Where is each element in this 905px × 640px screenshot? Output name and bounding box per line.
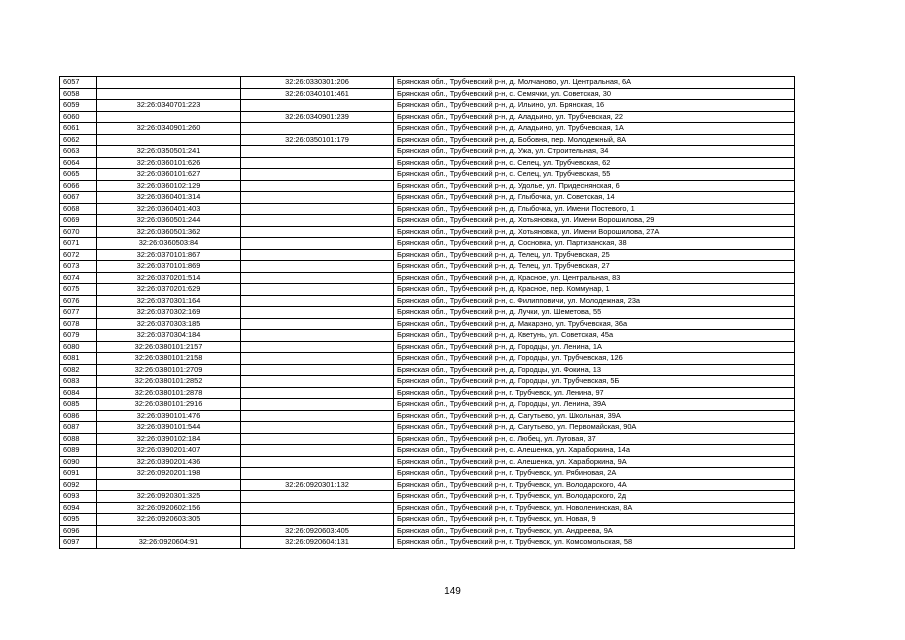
address-cell: Брянская обл., Трубчевский р-н, д. Телец, ул. Трубчевская, 27 [394, 261, 795, 273]
row-number-cell: 6071 [60, 238, 97, 250]
cadastral-number-cell: 32:26:0920602:156 [97, 502, 241, 514]
table-row [60, 88, 795, 100]
address-cell: Брянская обл., Трубчевский р-н, д. Телец, ул. Трубчевская, 25 [394, 249, 795, 261]
table-row [60, 215, 795, 227]
cadastral-number-alt-cell: 32:26:0340901:239 [241, 111, 394, 123]
address-cell: Брянская обл., Трубчевский р-н, д. Ильино, ул. Брянская, 16 [394, 100, 795, 112]
cadastral-number-alt-cell [241, 422, 394, 434]
cadastral-number-alt-cell [241, 203, 394, 215]
cadastral-number-cell: 32:26:0370201:514 [97, 272, 241, 284]
cadastral-number-cell [97, 88, 241, 100]
table-row [60, 330, 795, 342]
address-cell: Брянская обл., Трубчевский р-н, д. Аладьино, ул. Трубчевская, 22 [394, 111, 795, 123]
cadastral-number-alt-cell [241, 226, 394, 238]
cadastral-number-alt-cell [241, 468, 394, 480]
table-row [60, 100, 795, 112]
row-number-cell: 6085 [60, 399, 97, 411]
row-number-cell: 6083 [60, 376, 97, 388]
cadastral-number-cell: 32:26:0360501:362 [97, 226, 241, 238]
table-row [60, 123, 795, 135]
row-number-cell: 6069 [60, 215, 97, 227]
cadastral-number-alt-cell: 32:26:0330301:206 [241, 77, 394, 89]
cadastral-number-cell: 32:26:0390201:436 [97, 456, 241, 468]
table-row [60, 433, 795, 445]
address-cell: Брянская обл., Трубчевский р-н, д. Красное, ул. Центральная, 83 [394, 272, 795, 284]
table-row [60, 307, 795, 319]
row-number-cell: 6081 [60, 353, 97, 365]
row-number-cell: 6086 [60, 410, 97, 422]
table-row [60, 525, 795, 537]
cadastral-number-alt-cell [241, 215, 394, 227]
table-row [60, 468, 795, 480]
table-row [60, 192, 795, 204]
row-number-cell: 6084 [60, 387, 97, 399]
address-cell: Брянская обл., Трубчевский р-н, д. Ужа, ул. Строительная, 34 [394, 146, 795, 158]
row-number-cell: 6095 [60, 514, 97, 526]
row-number-cell: 6070 [60, 226, 97, 238]
row-number-cell: 6090 [60, 456, 97, 468]
table-row [60, 238, 795, 250]
cadastral-number-cell: 32:26:0370303:185 [97, 318, 241, 330]
cadastral-number-alt-cell [241, 284, 394, 296]
cadastral-number-cell: 32:26:0370101:867 [97, 249, 241, 261]
cadastral-number-alt-cell: 32:26:0920603:405 [241, 525, 394, 537]
row-number-cell: 6066 [60, 180, 97, 192]
row-number-cell: 6077 [60, 307, 97, 319]
table-row [60, 295, 795, 307]
row-number-cell: 6073 [60, 261, 97, 273]
cadastral-number-alt-cell: 32:26:0350101:179 [241, 134, 394, 146]
cadastral-number-alt-cell [241, 376, 394, 388]
address-cell: Брянская обл., Трубчевский р-н, д. Красное, пер. Коммунар, 1 [394, 284, 795, 296]
address-cell: Брянская обл., Трубчевский р-н, д. Удолье, ул. Придеснянская, 6 [394, 180, 795, 192]
cadastral-number-alt-cell [241, 387, 394, 399]
table-row [60, 353, 795, 365]
cadastral-number-cell: 32:26:0920604:91 [97, 537, 241, 549]
row-number-cell: 6076 [60, 295, 97, 307]
cadastral-number-cell: 32:26:0390101:476 [97, 410, 241, 422]
cadastral-number-cell: 32:26:0390201:407 [97, 445, 241, 457]
cadastral-number-alt-cell [241, 330, 394, 342]
cadastral-number-cell: 32:26:0340701:223 [97, 100, 241, 112]
row-number-cell: 6087 [60, 422, 97, 434]
cadastral-number-alt-cell [241, 272, 394, 284]
cadastral-number-cell: 32:26:0350501:241 [97, 146, 241, 158]
table-row [60, 249, 795, 261]
address-cell: Брянская обл., Трубчевский р-н, д. Городцы, ул. Трубчевская, 5Б [394, 376, 795, 388]
table-row [60, 399, 795, 411]
row-number-cell: 6082 [60, 364, 97, 376]
address-cell: Брянская обл., Трубчевский р-н, г. Трубчевск, ул. Володарского, 4А [394, 479, 795, 491]
cadastral-number-cell: 32:26:0360101:626 [97, 157, 241, 169]
row-number-cell: 6068 [60, 203, 97, 215]
address-cell: Брянская обл., Трубчевский р-н, г. Трубчевск, ул. Володарского, 2д [394, 491, 795, 503]
cadastral-number-cell: 32:26:0360503:84 [97, 238, 241, 250]
address-cell: Брянская обл., Трубчевский р-н, д. Кветунь, ул. Советская, 45а [394, 330, 795, 342]
row-number-cell: 6075 [60, 284, 97, 296]
cadastral-number-cell: 32:26:0360401:314 [97, 192, 241, 204]
row-number-cell: 6097 [60, 537, 97, 549]
address-cell: Брянская обл., Трубчевский р-н, д. Аладьино, ул. Трубчевская, 1А [394, 123, 795, 135]
cadastral-number-alt-cell [241, 180, 394, 192]
table-row [60, 491, 795, 503]
row-number-cell: 6079 [60, 330, 97, 342]
address-cell: Брянская обл., Трубчевский р-н, г. Трубчевск, ул. Ленина, 97 [394, 387, 795, 399]
address-cell: Брянская обл., Трубчевский р-н, г. Трубчевск, ул. Рябиновая, 2А [394, 468, 795, 480]
cadastral-number-alt-cell [241, 410, 394, 422]
cadastral-number-alt-cell [241, 261, 394, 273]
cadastral-number-alt-cell [241, 399, 394, 411]
cadastral-number-alt-cell [241, 295, 394, 307]
cadastral-number-alt-cell [241, 364, 394, 376]
cadastral-number-alt-cell [241, 502, 394, 514]
table-row [60, 422, 795, 434]
page-number: 149 [444, 586, 461, 597]
cadastral-number-alt-cell: 32:26:0340101:461 [241, 88, 394, 100]
address-cell: Брянская обл., Трубчевский р-н, д. Молчаново, ул. Центральная, 6А [394, 77, 795, 89]
row-number-cell: 6058 [60, 88, 97, 100]
cadastral-number-cell: 32:26:0380101:2709 [97, 364, 241, 376]
cadastral-number-cell: 32:26:0360501:244 [97, 215, 241, 227]
cadastral-number-alt-cell [241, 157, 394, 169]
address-cell: Брянская обл., Трубчевский р-н, с. Алешенка, ул. Хараборкина, 9А [394, 456, 795, 468]
address-cell: Брянская обл., Трубчевский р-н, д. Глыбочка, ул. Советская, 14 [394, 192, 795, 204]
cadastral-number-alt-cell [241, 445, 394, 457]
cadastral-number-cell: 32:26:0370201:629 [97, 284, 241, 296]
cadastral-number-cell: 32:26:0920301:325 [97, 491, 241, 503]
address-cell: Брянская обл., Трубчевский р-н, г. Трубчевск, ул. Новая, 9 [394, 514, 795, 526]
address-cell: Брянская обл., Трубчевский р-н, д. Макарэно, ул. Трубчевская, 36а [394, 318, 795, 330]
cadastral-number-alt-cell [241, 146, 394, 158]
cadastral-number-cell: 32:26:0380101:2878 [97, 387, 241, 399]
cadastral-number-alt-cell: 32:26:0920301:132 [241, 479, 394, 491]
row-number-cell: 6092 [60, 479, 97, 491]
table-row [60, 77, 795, 89]
row-number-cell: 6072 [60, 249, 97, 261]
address-cell: Брянская обл., Трубчевский р-н, д. Хотьяновка, ул. Имени Ворошилова, 29 [394, 215, 795, 227]
cadastral-number-cell: 32:26:0370304:184 [97, 330, 241, 342]
cadastral-number-cell: 32:26:0360102:129 [97, 180, 241, 192]
table-row [60, 157, 795, 169]
table-row [60, 226, 795, 238]
address-cell: Брянская обл., Трубчевский р-н, д. Сосновка, ул. Партизанская, 38 [394, 238, 795, 250]
cadastral-number-alt-cell [241, 307, 394, 319]
row-number-cell: 6091 [60, 468, 97, 480]
table-row [60, 445, 795, 457]
address-cell: Брянская обл., Трубчевский р-н, с. Семячки, ул. Советская, 30 [394, 88, 795, 100]
row-number-cell: 6064 [60, 157, 97, 169]
address-cell: Брянская обл., Трубчевский р-н, с. Селец, ул. Трубчевская, 62 [394, 157, 795, 169]
row-number-cell: 6096 [60, 525, 97, 537]
address-cell: Брянская обл., Трубчевский р-н, д. Городцы, ул. Ленина, 1А [394, 341, 795, 353]
table-row [60, 341, 795, 353]
table-row [60, 387, 795, 399]
cadastral-number-alt-cell [241, 514, 394, 526]
address-cell: Брянская обл., Трубчевский р-н, с. Селец, ул. Трубчевская, 55 [394, 169, 795, 181]
cadastral-number-cell [97, 77, 241, 89]
address-cell: Брянская обл., Трубчевский р-н, г. Трубчевск, ул. Новоленинская, 8А [394, 502, 795, 514]
row-number-cell: 6093 [60, 491, 97, 503]
cadastral-number-cell: 32:26:0360401:403 [97, 203, 241, 215]
table-row [60, 146, 795, 158]
address-cell: Брянская обл., Трубчевский р-н, д. Бобовня, пер. Молодежный, 8А [394, 134, 795, 146]
address-cell: Брянская обл., Трубчевский р-н, с. Любец, ул. Луговая, 37 [394, 433, 795, 445]
address-cell: Брянская обл., Трубчевский р-н, д. Сагутьево, ул. Первомайская, 90А [394, 422, 795, 434]
table-row [60, 410, 795, 422]
table-row [60, 272, 795, 284]
address-cell: Брянская обл., Трубчевский р-н, д. Глыбочка, ул. Имени Постевого, 1 [394, 203, 795, 215]
cadastral-number-cell [97, 111, 241, 123]
cadastral-number-alt-cell [241, 318, 394, 330]
cadastral-number-cell: 32:26:0390102:184 [97, 433, 241, 445]
row-number-cell: 6080 [60, 341, 97, 353]
address-cell: Брянская обл., Трубчевский р-н, г. Трубчевск, ул. Андреева, 9А [394, 525, 795, 537]
row-number-cell: 6060 [60, 111, 97, 123]
cadastral-number-cell: 32:26:0380101:2852 [97, 376, 241, 388]
row-number-cell: 6061 [60, 123, 97, 135]
cadastral-number-cell: 32:26:0380101:2158 [97, 353, 241, 365]
address-cell: Брянская обл., Трубчевский р-н, д. Городцы, ул. Трубчевская, 126 [394, 353, 795, 365]
address-register-table [59, 76, 795, 549]
address-cell: Брянская обл., Трубчевский р-н, д. Лучки, ул. Шеметова, 55 [394, 307, 795, 319]
table-body [60, 77, 795, 549]
row-number-cell: 6067 [60, 192, 97, 204]
table-row [60, 284, 795, 296]
cadastral-number-alt-cell [241, 123, 394, 135]
cadastral-number-alt-cell [241, 169, 394, 181]
table-row [60, 502, 795, 514]
table-row [60, 456, 795, 468]
cadastral-number-cell: 32:26:0370101:869 [97, 261, 241, 273]
cadastral-number-alt-cell: 32:26:0920604:131 [241, 537, 394, 549]
cadastral-number-cell [97, 479, 241, 491]
address-cell: Брянская обл., Трубчевский р-н, с. Алешенка, ул. Хараборкина, 14а [394, 445, 795, 457]
row-number-cell: 6059 [60, 100, 97, 112]
cadastral-number-alt-cell [241, 456, 394, 468]
table-row [60, 111, 795, 123]
table-row [60, 169, 795, 181]
cadastral-number-cell: 32:26:0360101:627 [97, 169, 241, 181]
cadastral-number-alt-cell [241, 249, 394, 261]
address-cell: Брянская обл., Трубчевский р-н, г. Трубчевск, ул. Комсомольская, 58 [394, 537, 795, 549]
row-number-cell: 6094 [60, 502, 97, 514]
row-number-cell: 6089 [60, 445, 97, 457]
row-number-cell: 6065 [60, 169, 97, 181]
cadastral-number-cell: 32:26:0920603:305 [97, 514, 241, 526]
table-row [60, 134, 795, 146]
table-row [60, 376, 795, 388]
cadastral-number-alt-cell [241, 238, 394, 250]
cadastral-number-alt-cell [241, 491, 394, 503]
cadastral-number-cell [97, 525, 241, 537]
row-number-cell: 6088 [60, 433, 97, 445]
address-cell: Брянская обл., Трубчевский р-н, с. Филипповичи, ул. Молодежная, 23а [394, 295, 795, 307]
cadastral-number-cell [97, 134, 241, 146]
address-cell: Брянская обл., Трубчевский р-н, д. Городцы, ул. Ленина, 39А [394, 399, 795, 411]
cadastral-number-alt-cell [241, 353, 394, 365]
row-number-cell: 6062 [60, 134, 97, 146]
row-number-cell: 6063 [60, 146, 97, 158]
cadastral-number-alt-cell [241, 341, 394, 353]
cadastral-number-alt-cell [241, 192, 394, 204]
table-row [60, 479, 795, 491]
row-number-cell: 6057 [60, 77, 97, 89]
table-row [60, 364, 795, 376]
row-number-cell: 6074 [60, 272, 97, 284]
cadastral-number-cell: 32:26:0370301:164 [97, 295, 241, 307]
cadastral-number-cell: 32:26:0380101:2916 [97, 399, 241, 411]
table-row [60, 514, 795, 526]
cadastral-number-alt-cell [241, 433, 394, 445]
table-row [60, 537, 795, 549]
address-cell: Брянская обл., Трубчевский р-н, д. Хотьяновка, ул. Имени Ворошилова, 27А [394, 226, 795, 238]
table-row [60, 318, 795, 330]
table-row [60, 180, 795, 192]
cadastral-number-cell: 32:26:0340901:260 [97, 123, 241, 135]
address-cell: Брянская обл., Трубчевский р-н, д. Городцы, ул. Фокина, 13 [394, 364, 795, 376]
row-number-cell: 6078 [60, 318, 97, 330]
cadastral-number-cell: 32:26:0390101:544 [97, 422, 241, 434]
cadastral-number-cell: 32:26:0920201:198 [97, 468, 241, 480]
cadastral-number-alt-cell [241, 100, 394, 112]
table-row [60, 261, 795, 273]
table-row [60, 203, 795, 215]
address-cell: Брянская обл., Трубчевский р-н, д. Сагутьево, ул. Школьная, 39А [394, 410, 795, 422]
cadastral-number-cell: 32:26:0380101:2157 [97, 341, 241, 353]
cadastral-number-cell: 32:26:0370302:169 [97, 307, 241, 319]
